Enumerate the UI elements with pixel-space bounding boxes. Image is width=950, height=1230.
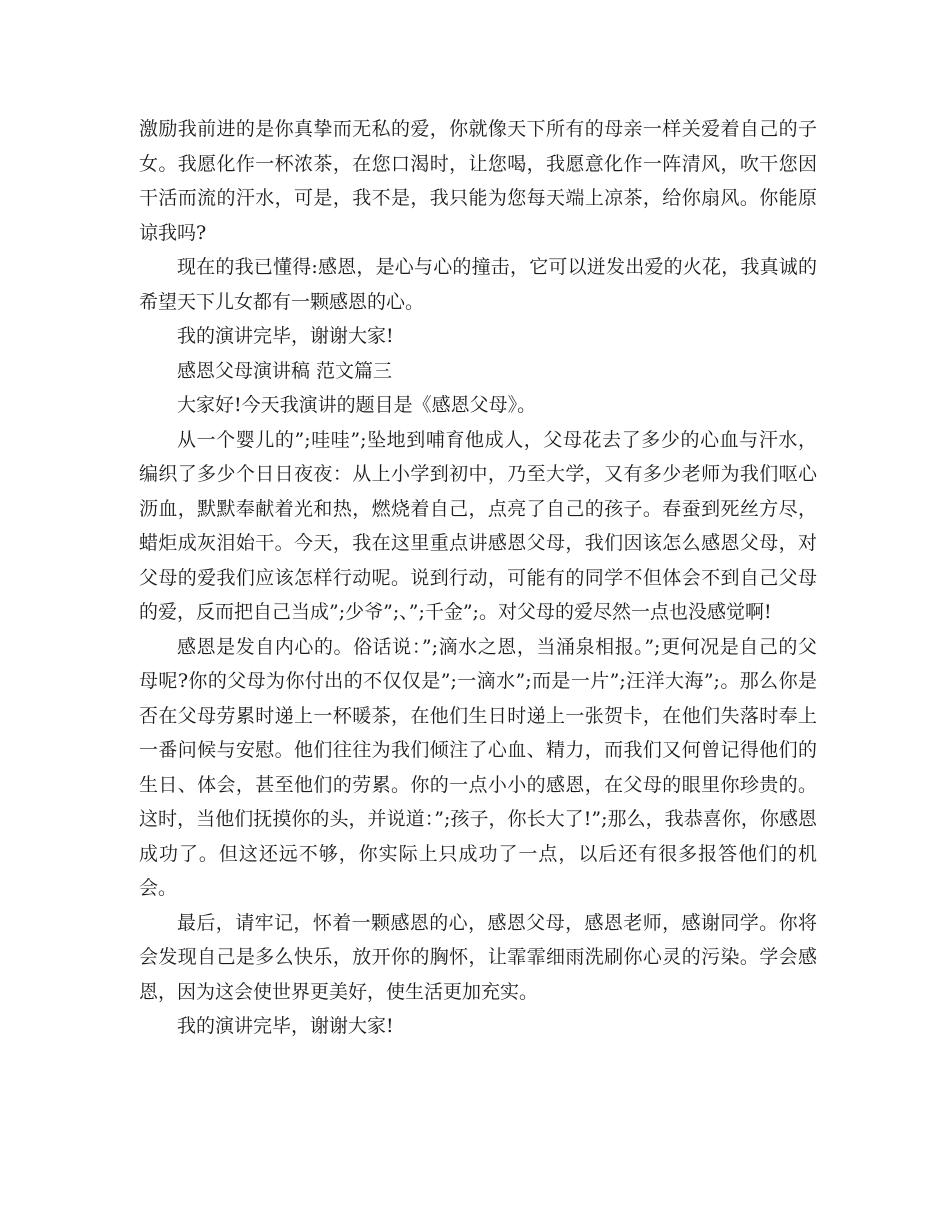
paragraph-final-remarks: 最后，请牢记，怀着一颗感恩的心，感恩父母，感恩老师，感谢同学。你将会发现自己是多么快乐，放开你的胸怀，让霏霏细雨洗刷你心灵的污染。学会感恩，因为这会使世界更美好，使生活更加充实。 [139,911,817,1003]
section-heading: 感恩父母演讲稿 范文篇三 [177,359,393,382]
paragraph-infant-to-adult: 从一个婴儿的”;哇哇”;坠地到哺育他成人，父母花去了多少的心血与汗水，编织了多少个日日夜夜：从上小学到初中，乃至大学，又有多少老师为我们呕心沥血，默默奉献着光和热，燃烧着自己，点亮了自己的孩子。春蚕到死丝方尽，蜡炬成灰泪始干。今天，我在这里重点讲感恩父母，我们因该怎么感恩父母，对父母的爱我们应该怎样行动呢。说到行动，可能有的同学不但体会不到自己父母的爱，反而把自己当成”;少爷”;、”;千金”;。对父母的爱尽然一点也没感觉啊! [139,428,817,623]
paragraph-gratitude-from-heart: 感恩是发自内心的。俗话说：”;滴水之恩，当涌泉相报。”;更何况是自己的父母呢?你的父母为你付出的不仅仅是”;一滴水”;而是一片”;汪洋大海”;。那么你是否在父母劳累时递上一杯暖茶，在他们生日时递上一张贺卡，在他们失落时奉上一番问候与安慰。他们往往为我们倾注了心血、精力，而我们又何曾记得他们的生日、体会，甚至他们的劳累。你的一点小小的感恩，在父母的眼里你珍贵的。这时，当他们抚摸你的头，并说道：”;孩子，你长大了!”;那么，我恭喜你，你感恩成功了。但这还远不够，你实际上只成功了一点，以后还有很多报答他们的机会。 [139,635,817,899]
paragraph-closing-thanks: 我的演讲完毕，谢谢大家! [177,325,394,347]
paragraph-gratitude-understanding: 现在的我已懂得:感恩，是心与心的撞击，它可以迸发出爱的火花，我真诚的希望天下儿女都有一颗感恩的心。 [139,256,817,313]
paragraph-closing-thanks-2: 我的演讲完毕，谢谢大家! [177,1015,394,1037]
document-body [139,112,817,1044]
paragraph-greeting: 大家好!今天我演讲的题目是《感恩父母》。 [177,394,537,416]
paragraph-continuation: 激励我前进的是你真挚而无私的爱，你就像天下所有的母亲一样关爱着自己的子女。我愿化作一杯浓茶，在您口渴时，让您喝，我愿意化作一阵清风，吹干您因干活而流的汗水，可是，我不是，我只能为您每天端上凉茶，给你扇风。你能原谅我吗? [139,118,817,244]
